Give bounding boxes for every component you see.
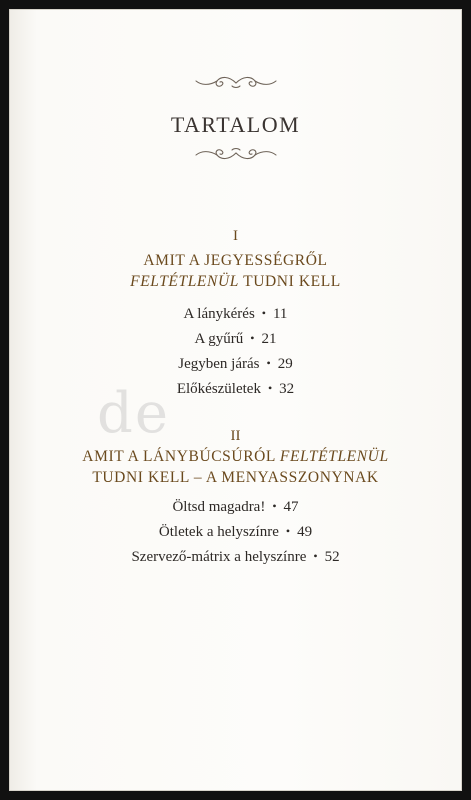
part-title-text: TUDNI KELL <box>238 273 341 290</box>
part-title-emphasis: FELTÉTLENÜL <box>279 448 389 465</box>
part-title <box>9 446 462 488</box>
toc-entry[interactable] <box>9 376 462 401</box>
toc-entry-page: 21 <box>261 331 277 347</box>
toc-entry-label: Előkészületek <box>176 381 261 397</box>
toc-entry-label: Ötletek a helyszínre <box>158 524 279 540</box>
toc-entry[interactable] <box>9 544 462 569</box>
separator-dot: • <box>261 306 266 320</box>
toc-entry-page: 11 <box>272 306 288 322</box>
separator-dot: • <box>285 524 291 538</box>
part-title-text: AMIT A LÁNYBÚCSÚRÓL <box>82 448 280 465</box>
part-title <box>9 250 462 292</box>
part-title-emphasis: FELTÉTLENÜL <box>130 273 239 290</box>
toc-entry-page: 47 <box>283 499 299 515</box>
toc-entry-page: 49 <box>297 524 313 540</box>
separator-dot: • <box>313 549 318 563</box>
chapter-list <box>9 494 462 569</box>
part-title-line: TUDNI KELL – A MENYASSZONYNAK <box>92 469 379 486</box>
book-page <box>9 9 462 791</box>
flourish-bottom-icon <box>193 144 279 162</box>
page-title: TARTALOM <box>170 112 301 137</box>
toc-entry[interactable] <box>9 301 462 326</box>
separator-dot: • <box>250 331 255 345</box>
toc-entry-label: Öltsd magadra! <box>172 499 266 515</box>
toc-entry-label: Szervező-mátrix a helyszínre <box>131 549 307 565</box>
flourish-top-icon <box>193 74 279 92</box>
watermark: de <box>97 381 170 446</box>
toc-entry[interactable] <box>9 351 462 376</box>
part-number: II <box>230 428 241 444</box>
part-number: I <box>233 228 238 244</box>
part-title-line <box>9 271 462 292</box>
toc-entry-label: Jegyben járás <box>178 356 260 372</box>
part-title-line: AMIT A JEGYESSÉGRŐL <box>143 252 328 269</box>
toc-entry[interactable] <box>9 494 462 519</box>
toc-entry-page: 32 <box>279 381 295 397</box>
toc-entry-page: 52 <box>324 549 340 565</box>
part-title-line <box>9 446 462 467</box>
toc-entry[interactable] <box>9 326 462 351</box>
separator-dot: • <box>266 356 271 370</box>
toc-entry-label: A lánykérés <box>183 306 255 322</box>
toc-entry-label: A gyűrű <box>194 331 244 347</box>
separator-dot: • <box>267 381 273 395</box>
separator-dot: • <box>272 499 277 513</box>
toc-entry[interactable] <box>9 519 462 544</box>
chapter-list <box>9 301 462 401</box>
toc-entry-page: 29 <box>277 356 293 372</box>
